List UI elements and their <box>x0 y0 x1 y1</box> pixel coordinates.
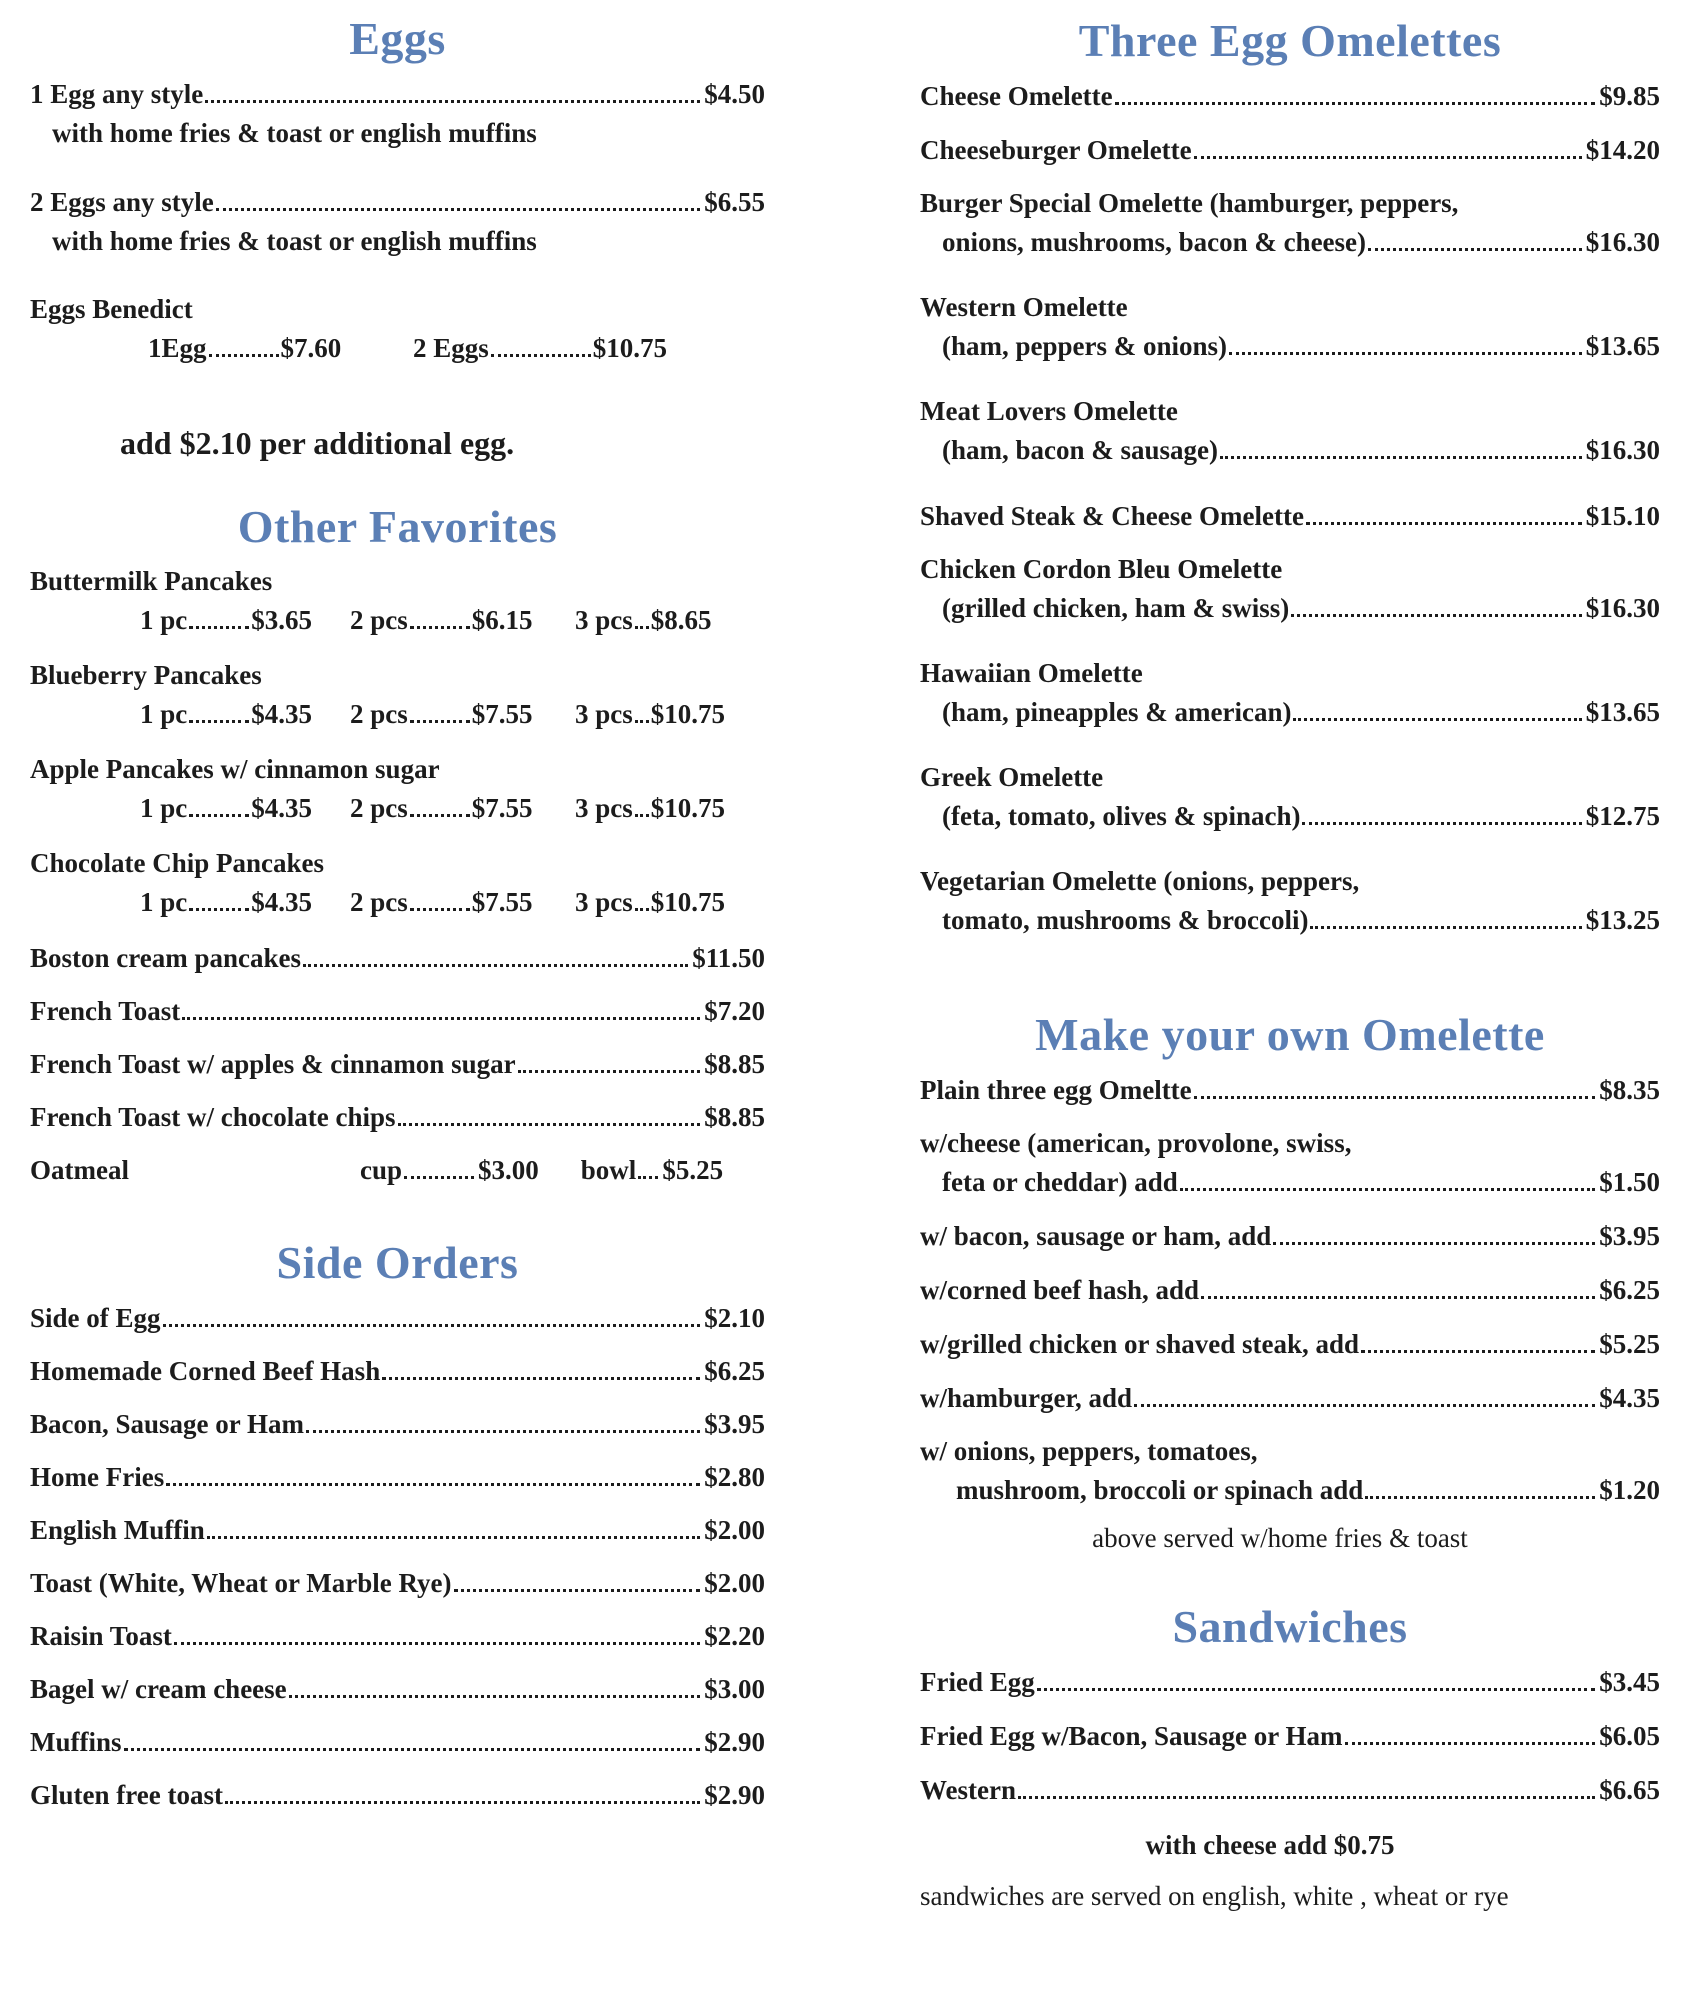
pancake-sizes: 1 pc $4.35 2 pcs $7.55 3 pcs $10.75 <box>140 887 726 917</box>
pancake-name: Chocolate Chip Pancakes <box>30 848 325 878</box>
pancake-sizes: 1 pc $4.35 2 pcs $7.55 3 pcs $10.75 <box>140 699 726 729</box>
omelette-item <box>920 76 1660 116</box>
omelette-name: Shaved Steak & Cheese Omelette <box>920 501 1304 531</box>
menu-item: French Toast $7.20 <box>30 996 765 1026</box>
item-label: 1 Egg any style <box>30 79 204 109</box>
omelette-name: Chicken Cordon Bleu Omelette <box>920 554 1283 584</box>
option-one-egg: 1Egg $7.60 <box>148 333 342 363</box>
omelette-price: $13.25 <box>1585 905 1660 935</box>
item-description: with home fries & toast or english muffins <box>52 118 537 148</box>
addon-item: w/corned beef hash, add $6.25 <box>920 1275 1660 1305</box>
omelette-detail: (ham, pineapples & american) <box>942 697 1292 727</box>
dot-leader <box>1115 102 1596 105</box>
item-price: $6.55 <box>704 187 765 217</box>
menu-item: French Toast w/ chocolate chips $8.85 <box>30 1102 765 1132</box>
pancake-item <box>30 562 765 640</box>
pancake-item <box>30 750 765 828</box>
menu-item: Bagel w/ cream cheese $3.00 <box>30 1674 765 1704</box>
section-title-other-favorites: Other Favorites <box>237 501 558 552</box>
menu-item-plain-omelette: Plain three egg Omeltte $8.35 <box>920 1075 1660 1105</box>
omelette-detail-row <box>920 588 1660 628</box>
omelette-price: $16.30 <box>1585 435 1660 465</box>
omelette-row <box>920 76 1660 116</box>
addon-item: w/ bacon, sausage or ham, add $3.95 <box>920 1221 1660 1251</box>
menu-item: Homemade Corned Beef Hash $6.25 <box>30 1356 765 1386</box>
omelette-name: Western Omelette <box>920 292 1128 322</box>
omelette-name: Cheeseburger Omelette <box>920 135 1192 165</box>
omelette-item <box>920 288 1660 366</box>
omelette-price: $16.30 <box>1585 593 1660 623</box>
option-two-eggs: 2 Eggs $10.75 <box>413 333 668 363</box>
dot-leader <box>1291 614 1582 617</box>
omelette-name: Cheese Omelette <box>920 81 1113 111</box>
cheese-add-note: with cheese add $0.75 <box>1145 1830 1395 1860</box>
addon-item: w/hamburger, add $4.35 <box>920 1383 1660 1413</box>
menu-item-oatmeal: Oatmeal cup $3.00 bowl $5.25 <box>30 1155 724 1185</box>
omelette-list <box>920 76 1660 940</box>
omelette-detail-row <box>920 692 1660 732</box>
menu-item: Gluten free toast $2.90 <box>30 1780 765 1810</box>
omelette-detail: onions, mushrooms, bacon & cheese) <box>942 227 1367 257</box>
right-column <box>920 0 1660 1916</box>
menu-item: Boston cream pancakes $11.50 <box>30 943 765 973</box>
benedict-options <box>30 328 765 368</box>
omelette-detail-row <box>920 326 1660 366</box>
dot-leader <box>216 208 700 211</box>
dot-leader <box>518 1070 701 1073</box>
omelette-name: Burger Special Omelette (hamburger, peppers, <box>920 188 1459 218</box>
pancake-list <box>30 562 765 922</box>
dot-leader <box>1194 1096 1596 1099</box>
omelette-row <box>920 130 1660 170</box>
omelette-price: $9.85 <box>1599 81 1660 111</box>
dot-leader <box>398 1123 701 1126</box>
dot-leader <box>182 1017 700 1020</box>
omelette-price: $12.75 <box>1585 801 1660 831</box>
pancake-item <box>30 656 765 734</box>
omelette-price: $15.10 <box>1585 501 1660 531</box>
omelette-detail-row <box>920 430 1660 470</box>
omelette-item <box>920 184 1660 262</box>
pancake-item <box>30 844 765 922</box>
omelette-name: Meat Lovers Omelette <box>920 396 1178 426</box>
menu-item: Bacon, Sausage or Ham $3.95 <box>30 1409 765 1439</box>
section-title-sandwiches: Sandwiches <box>1172 1601 1408 1652</box>
addon-item: w/grilled chicken or shaved steak, add $5.25 <box>920 1329 1660 1359</box>
additional-egg-note: add $2.10 per additional egg. <box>120 425 515 461</box>
dot-leader <box>1368 248 1582 251</box>
omelette-item <box>920 654 1660 732</box>
sandwich-item: Fried Egg $3.45 <box>920 1667 1660 1697</box>
omelette-detail: (ham, bacon & sausage) <box>942 435 1219 465</box>
item-label: 2 Eggs any style <box>30 187 214 217</box>
menu-item: English Muffin $2.00 <box>30 1515 765 1545</box>
omelette-item <box>920 130 1660 170</box>
menu-item: Muffins $2.90 <box>30 1727 765 1757</box>
pancake-sizes: 1 pc $3.65 2 pcs $6.15 3 pcs $8.65 <box>140 605 712 635</box>
side-order-list <box>30 1298 765 1815</box>
omelette-item <box>920 862 1660 940</box>
omelette-row <box>920 496 1660 536</box>
omelette-detail: (feta, tomato, olives & spinach) <box>942 801 1301 831</box>
left-column <box>30 0 765 1815</box>
omelette-name: Vegetarian Omelette (onions, peppers, <box>920 866 1360 896</box>
dot-leader <box>1310 926 1581 929</box>
menu-item: French Toast w/ apples & cinnamon sugar $8.85 <box>30 1049 765 1079</box>
addon-veg: mushroom, broccoli or spinach add $1.20 <box>956 1475 1660 1505</box>
served-with-note: above served w/home fries & toast <box>1092 1523 1468 1553</box>
menu-item-eggs-benedict: Eggs Benedict <box>30 294 193 324</box>
dot-leader <box>1293 718 1581 721</box>
sandwich-item: Western $6.65 <box>920 1775 1660 1805</box>
omelette-detail-row <box>920 796 1660 836</box>
omelette-name: Hawaiian Omelette <box>920 658 1143 688</box>
omelette-item <box>920 392 1660 470</box>
dot-leader <box>1306 522 1582 525</box>
dot-leader <box>1194 156 1582 159</box>
dot-leader <box>1220 456 1582 459</box>
section-title-make-your-own-omelette: Make your own Omelette <box>1035 1009 1545 1060</box>
dot-leader <box>303 964 688 967</box>
omelette-detail-row <box>920 222 1660 262</box>
pancake-name: Blueberry Pancakes <box>30 660 262 690</box>
omelette-price: $13.65 <box>1585 697 1660 727</box>
omelette-name: Greek Omelette <box>920 762 1104 792</box>
menu-item: Raisin Toast $2.20 <box>30 1621 765 1651</box>
menu-item-two-eggs <box>30 182 765 222</box>
bread-note: sandwiches are served on english, white , wheat or rye <box>920 1881 1509 1911</box>
item-price: $4.50 <box>704 79 765 109</box>
section-title-three-egg-omelettes: Three Egg Omelettes <box>1078 15 1502 66</box>
omelette-detail: (grilled chicken, ham & swiss) <box>942 593 1290 623</box>
addon-veg-line1: w/ onions, peppers, tomatoes, <box>920 1436 1258 1466</box>
addon-cheese: feta or cheddar) add $1.50 <box>942 1167 1660 1197</box>
omelette-price: $16.30 <box>1585 227 1660 257</box>
dot-leader <box>1180 1188 1596 1191</box>
menu-item: Home Fries $2.80 <box>30 1462 765 1492</box>
omelette-price: $14.20 <box>1585 135 1660 165</box>
pancake-name: Apple Pancakes w/ cinnamon sugar <box>30 754 440 784</box>
omelette-detail-row <box>920 900 1660 940</box>
dot-leader <box>1365 1496 1595 1499</box>
omelette-detail: tomato, mushrooms & broccoli) <box>942 905 1309 935</box>
omelette-item <box>920 550 1660 628</box>
omelette-item <box>920 758 1660 836</box>
omelette-detail: (ham, peppers & onions) <box>942 331 1228 361</box>
dot-leader <box>1229 352 1582 355</box>
addon-cheese-line1: w/cheese (american, provolone, swiss, <box>920 1128 1352 1158</box>
menu-item-one-egg <box>30 74 765 114</box>
pancake-sizes: 1 pc $4.35 2 pcs $7.55 3 pcs $10.75 <box>140 793 726 823</box>
omelette-price: $13.65 <box>1585 331 1660 361</box>
omelette-item <box>920 496 1660 536</box>
pancake-name: Buttermilk Pancakes <box>30 566 273 596</box>
dot-leader <box>1302 822 1581 825</box>
item-description: with home fries & toast or english muffins <box>52 226 537 256</box>
sandwich-item: Fried Egg w/Bacon, Sausage or Ham $6.05 <box>920 1721 1660 1751</box>
menu-item: Side of Egg $2.10 <box>30 1303 765 1333</box>
section-title-eggs: Eggs <box>349 13 446 64</box>
section-title-side-orders: Side Orders <box>276 1237 519 1288</box>
menu-item: Toast (White, Wheat or Marble Rye) $2.00 <box>30 1568 765 1598</box>
dot-leader <box>205 100 700 103</box>
